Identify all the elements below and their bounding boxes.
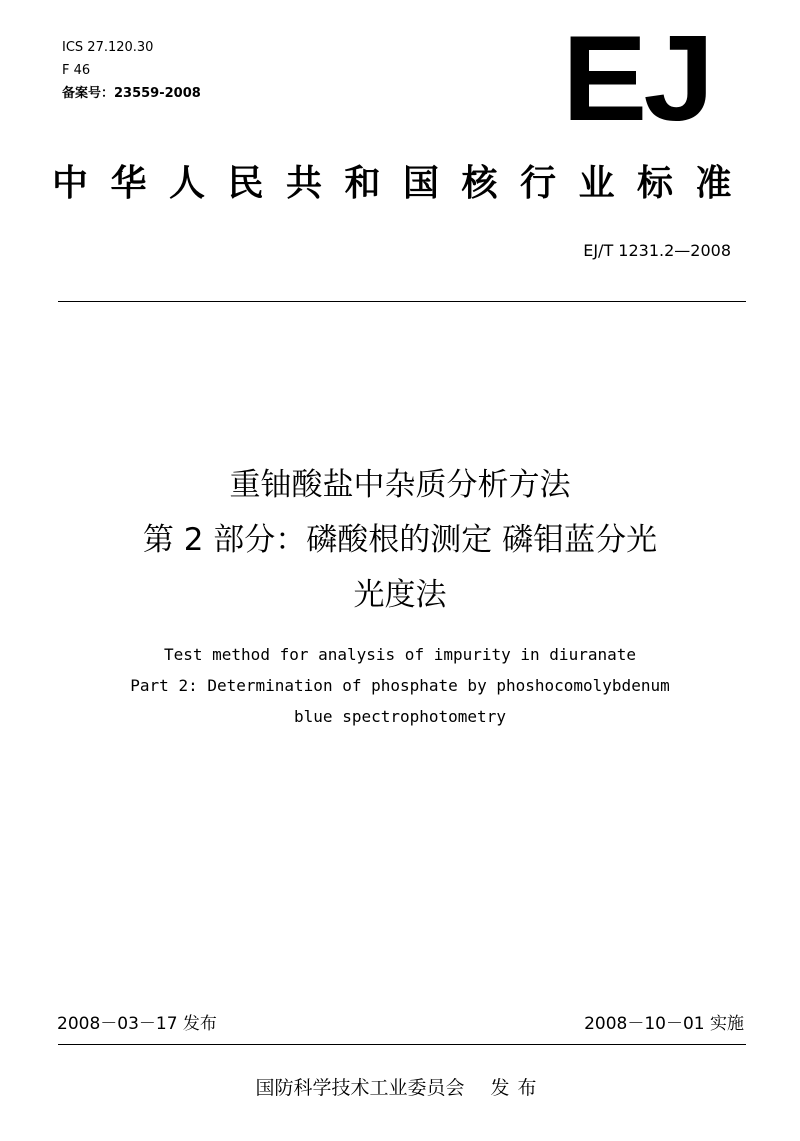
title-cn-line1: 重铀酸盐中杂质分析方法	[229, 467, 571, 503]
ej-logo: EJ	[562, 10, 711, 147]
issuer-line	[0, 1074, 800, 1102]
issue-date: 2008－03－17 发布	[57, 1014, 217, 1034]
title-en-line3: blue spectrophotometry	[294, 707, 506, 726]
ics-code: ICS 27.120.30	[62, 40, 154, 55]
issuer-name: 国防科学技术工业委员会	[255, 1077, 465, 1099]
title-en-line1: Test method for analysis of impurity in diuranate	[163, 645, 636, 664]
title-cn-line3: 光度法	[353, 577, 447, 613]
title-en-line2: Part 2: Determination of phosphate by phoshocomolybdenum	[130, 676, 670, 695]
classification-code: F 46	[62, 63, 91, 78]
top-divider	[58, 301, 746, 302]
bottom-divider	[58, 1044, 746, 1045]
title-cn-line2: 第 2 部分：磷酸根的测定 磷钼蓝分光	[142, 522, 658, 558]
standard-number: EJ/T 1231.2—2008	[583, 241, 731, 260]
effective-date: 2008－10－01 实施	[584, 1014, 744, 1034]
record-number: 备案号：23559-2008	[62, 86, 201, 101]
standard-category: 中华人民共和国核行业标准	[52, 163, 755, 204]
issue-word: 发布	[490, 1077, 545, 1099]
